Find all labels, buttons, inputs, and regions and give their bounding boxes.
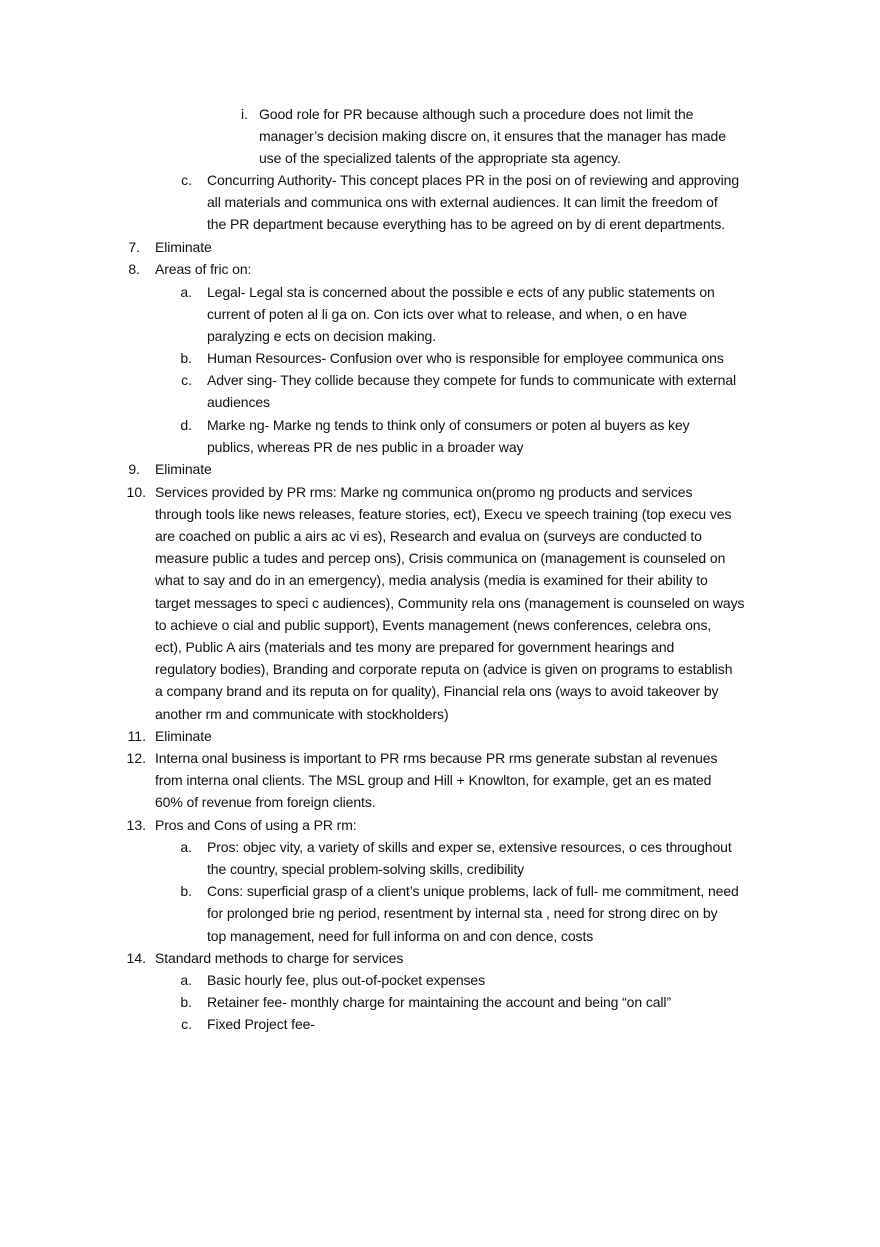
list-item-line: Marke ng- Marke ng tends to think only of consumers or poten al buyers as key [207, 417, 690, 433]
list-marker: 12. [126, 750, 146, 766]
list-item-line: Cons: superficial grasp of a client’s unique problems, lack of full- me commitment, need [207, 883, 739, 899]
list-item-line: another rm and communicate with stockholders) [155, 706, 449, 722]
list-item-line: for prolonged brie ng period, resentment by internal sta , need for strong direc on by [207, 905, 718, 921]
list-item-line: Services provided by PR rms: Marke ng communica on(promo ng products and services [155, 484, 693, 500]
list-marker: 10. [126, 484, 146, 500]
list-item-line: Adver sing- They collide because they compete for funds to communicate with external [207, 372, 737, 388]
list-item-line: manager’s decision making discre on, it ensures that the manager has made [259, 128, 726, 144]
list-item-line: Basic hourly fee, plus out-of-pocket expenses [207, 972, 485, 988]
list-item-line: Legal- Legal sta is concerned about the possible e ects of any public statements on [207, 284, 715, 300]
list-marker: c. [181, 172, 192, 188]
list-item-line: Pros: objec vity, a variety of skills and exper se, extensive resources, o ces throughout [207, 839, 732, 855]
list-item-line: publics, whereas PR de nes public in a broader way [207, 439, 524, 455]
list-item-line: target messages to speci c audiences), Community rela ons (management is counseled on ways [155, 595, 745, 611]
list-marker: b. [180, 883, 192, 899]
list-item-line: 60% of revenue from foreign clients. [155, 794, 376, 810]
list-marker: a. [180, 284, 192, 300]
list-item-line: use of the specialized talents of the appropriate sta agency. [259, 150, 621, 166]
list-item-line: Areas of fric on: [155, 261, 252, 277]
list-item-line: regulatory bodies), Branding and corporate reputa on (advice is given on programs to establish [155, 661, 733, 677]
list-item-line: what to say and do in an emergency), media analysis (media is examined for their ability to [155, 572, 708, 588]
list-item-line: a company brand and its reputa on for quality), Financial rela ons (ways to avoid takeover by [155, 683, 719, 699]
list-item-line: Human Resources- Confusion over who is responsible for employee communica ons [207, 350, 724, 366]
list-marker: c. [181, 372, 192, 388]
list-marker: a. [180, 972, 192, 988]
list-item-line: the PR department because everything has to be agreed on by di erent departments. [207, 216, 726, 232]
list-item-line: from interna onal clients. The MSL group and Hill + Knowlton, for example, get an es mated [155, 772, 712, 788]
list-marker: b. [180, 994, 192, 1010]
list-item-line: audiences [207, 394, 270, 410]
list-item-line: current of poten al li ga on. Con icts over what to release, and when, o en have [207, 306, 687, 322]
list-marker: b. [180, 350, 192, 366]
list-item-line: Interna onal business is important to PR rms because PR rms generate substan al revenues [155, 750, 718, 766]
list-item-line: the country, special problem-solving skills, credibility [207, 861, 525, 877]
list-item-line: Pros and Cons of using a PR rm: [155, 817, 357, 833]
list-marker: 7. [128, 239, 140, 255]
list-item-line: Eliminate [155, 239, 212, 255]
list-marker: 13. [126, 817, 146, 833]
list-item-line: ect), Public A airs (materials and tes mony are prepared for government hearings and [155, 639, 675, 655]
list-item-line: Standard methods to charge for services [155, 950, 404, 966]
list-item-line: Good role for PR because although such a procedure does not limit the [259, 106, 694, 122]
list-item-line: Fixed Project fee- [207, 1016, 315, 1032]
list-item-line: all materials and communica ons with external audiences. It can limit the freedom of [207, 194, 718, 210]
list-item-line: Eliminate [155, 728, 212, 744]
list-marker: 8. [128, 261, 140, 277]
list-item-line: Retainer fee- monthly charge for maintaining the account and being “on call” [207, 994, 672, 1010]
list-item-line: to achieve o cial and public support), Events management (news conferences, celebra ons, [155, 617, 712, 633]
list-item-line: Concurring Authority- This concept places PR in the posi on of reviewing and approving [207, 172, 740, 188]
list-item-line: paralyzing e ects on decision making. [207, 328, 436, 344]
list-marker: 11. [127, 728, 146, 744]
list-marker: c. [181, 1016, 192, 1032]
list-marker: a. [180, 839, 192, 855]
list-marker: 14. [126, 950, 146, 966]
list-marker: i. [241, 106, 248, 122]
list-marker: 9. [128, 461, 140, 477]
list-item-line: measure public a tudes and percep ons), Crisis communica on (management is counseled on [155, 550, 726, 566]
list-marker: d. [180, 417, 192, 433]
list-item-line: Eliminate [155, 461, 212, 477]
list-item-line: are coached on public a airs ac vi es), Research and evalua on (surveys are conducted to [155, 528, 702, 544]
list-item-line: top management, need for full informa on and con dence, costs [207, 928, 594, 944]
list-item-line: through tools like news releases, feature stories, ect), Execu ve speech training (top execu ves [155, 506, 732, 522]
